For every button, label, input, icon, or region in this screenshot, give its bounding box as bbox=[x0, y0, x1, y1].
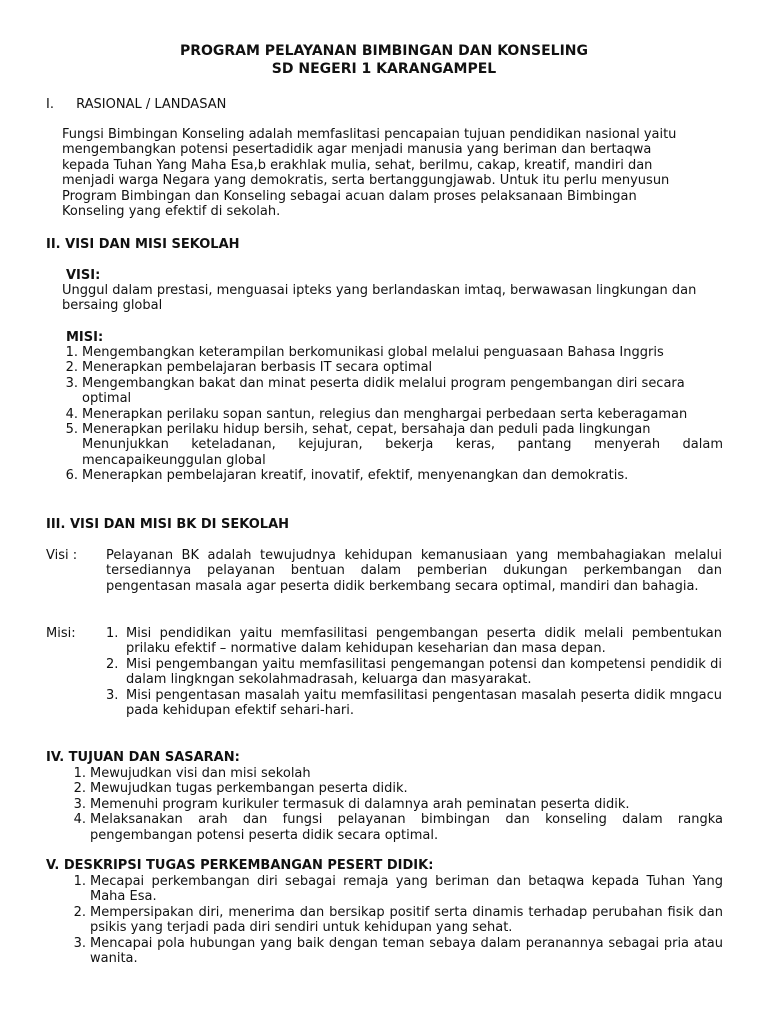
doc-title-line2: SD NEGERI 1 KARANGAMPEL bbox=[271, 61, 497, 77]
section-4-heading: IV. TUJUAN DAN SASARAN: bbox=[46, 750, 240, 765]
bk-visi-text: Pelayanan BK adalah tewujudnya kehidupan kemanusiaan yang membahagiakan melalui tersediannya pelayanan bentuan dalam pemberian dukungan perkembangan dan pengentasan masala agar peserta didik berkembang secara optimal, mandiri dan bahagia. bbox=[106, 548, 722, 594]
list-item: 2. Menerapkan pembelajaran berbasis IT secara optimal bbox=[65, 360, 433, 376]
list-item: 2. Mewujudkan tugas perkembangan peserta didik. bbox=[73, 781, 408, 797]
doc-title-line1: PROGRAM PELAYANAN BIMBINGAN DAN KONSELING bbox=[179, 43, 589, 59]
section-2-heading: II. VISI DAN MISI SEKOLAH bbox=[46, 237, 240, 252]
section-1-number: I. bbox=[46, 97, 54, 112]
bk-misi-list bbox=[106, 626, 722, 718]
list-item: 2. Misi pengembangan yaitu memfasilitasi pengemangan potensi dan kompetensi pendidik di dalam lingkngan sekolahmadrasah, keluarga dan masyarakat. bbox=[106, 656, 722, 688]
list-item: 3. Memenuhi program kurikuler termasuk di dalamnya arah peminatan peserta didik. bbox=[73, 796, 630, 812]
list-item: 1. Mengembangkan keterampilan berkomunikasi global melalui penguasaan Bahasa Inggris bbox=[65, 345, 664, 360]
list-item: 6. Menerapkan pembelajaran kreatif, inovatif, efektif, menyenangkan dan demokratis. bbox=[65, 468, 629, 484]
sekolah-misi-list bbox=[58, 345, 723, 484]
sekolah-misi-label: MISI: bbox=[66, 330, 104, 345]
bk-misi-label: Misi: bbox=[46, 626, 76, 641]
list-item: 4. Melaksanakan arah dan fungsi pelayanan bimbingan dan konseling dalam rangka pengembangan potensi peserta didik secara optimal. bbox=[73, 812, 723, 843]
list-item: 3. Mengembangkan bakat dan minat peserta didik melalui program pengembangan diri secara optimal bbox=[65, 375, 685, 407]
list-item: 4. Menerapkan perilaku sopan santun, relegius dan menghargai perbedaan serta keberagaman bbox=[65, 406, 688, 422]
sekolah-visi-text: Unggul dalam prestasi, menguasai ipteks yang berlandaskan imtaq, berwawasan lingkungan dan bersaing global bbox=[62, 283, 697, 314]
list-item: 1. Mewujudkan visi dan misi sekolah bbox=[73, 766, 311, 781]
list-item: 3. Misi pengentasan masalah yaitu memfasilitasi pengentasan masalah peserta didik mngacu pada kehidupan efektif sehari-hari. bbox=[106, 687, 722, 719]
list-item: 5. Menerapkan perilaku hidup bersih, sehat, cepat, bersahaja dan peduli pada lingkungan Menunjukkan keteladanan, kejujuran, bekerja keras, pantang menyerah dalam mencapaikeunggulan global bbox=[65, 422, 723, 468]
list-item: 3. Mencapai pola hubungan yang baik dengan teman sebaya dalam peranannya sebagai pria atau wanita. bbox=[73, 935, 723, 967]
list-item: 1. Misi pendidikan yaitu memfasilitasi pengembangan peserta didik melali pembentukan prilaku efektif – normative dalam kehidupan keseharian dan masa depan. bbox=[106, 626, 722, 657]
deskripsi-list bbox=[58, 874, 723, 966]
sekolah-visi-label: VISI: bbox=[66, 268, 101, 283]
list-item: 2. Mempersipakan diri, menerima dan bersikap positif serta dinamis terhadap perubahan fisik dan psikis yang terjadi pada diri sendiri untuk kehidupan yang sehat. bbox=[73, 904, 723, 936]
bk-visi-label: Visi : bbox=[46, 548, 78, 563]
tujuan-list bbox=[58, 766, 723, 843]
section-3-heading: III. VISI DAN MISI BK DI SEKOLAH bbox=[46, 517, 290, 532]
section-1-text: Fungsi Bimbingan Konseling adalah memfaslitasi pencapaian tujuan pendidikan nasional yaitu mengembangkan potensi pesertadidik agar menjadi manusia yang beriman dan bertaqwa kepada Tuhan Yang Maha Esa,b erakhlak mulia, sehat, berilmu, cakap, kreatif, mandiri dan menjadi warga Negara yang demokratis, serta bertanggungjawab. Untuk itu perlu menyusun Program Bimbingan dan Konseling sebagai acuan dalam proses pelaksanaan Bimbingan Konseling yang efektif di sekolah. bbox=[62, 127, 677, 220]
section-5-heading: V. DESKRIPSI TUGAS PERKEMBANGAN PESERT DIDIK: bbox=[46, 858, 434, 873]
section-1-title: RASIONAL / LANDASAN bbox=[76, 97, 227, 112]
list-item: 1. Mecapai perkembangan diri sebagai remaja yang beriman dan betaqwa kepada Tuhan Yang Maha Esa. bbox=[73, 874, 723, 905]
section-1-heading bbox=[46, 97, 226, 112]
